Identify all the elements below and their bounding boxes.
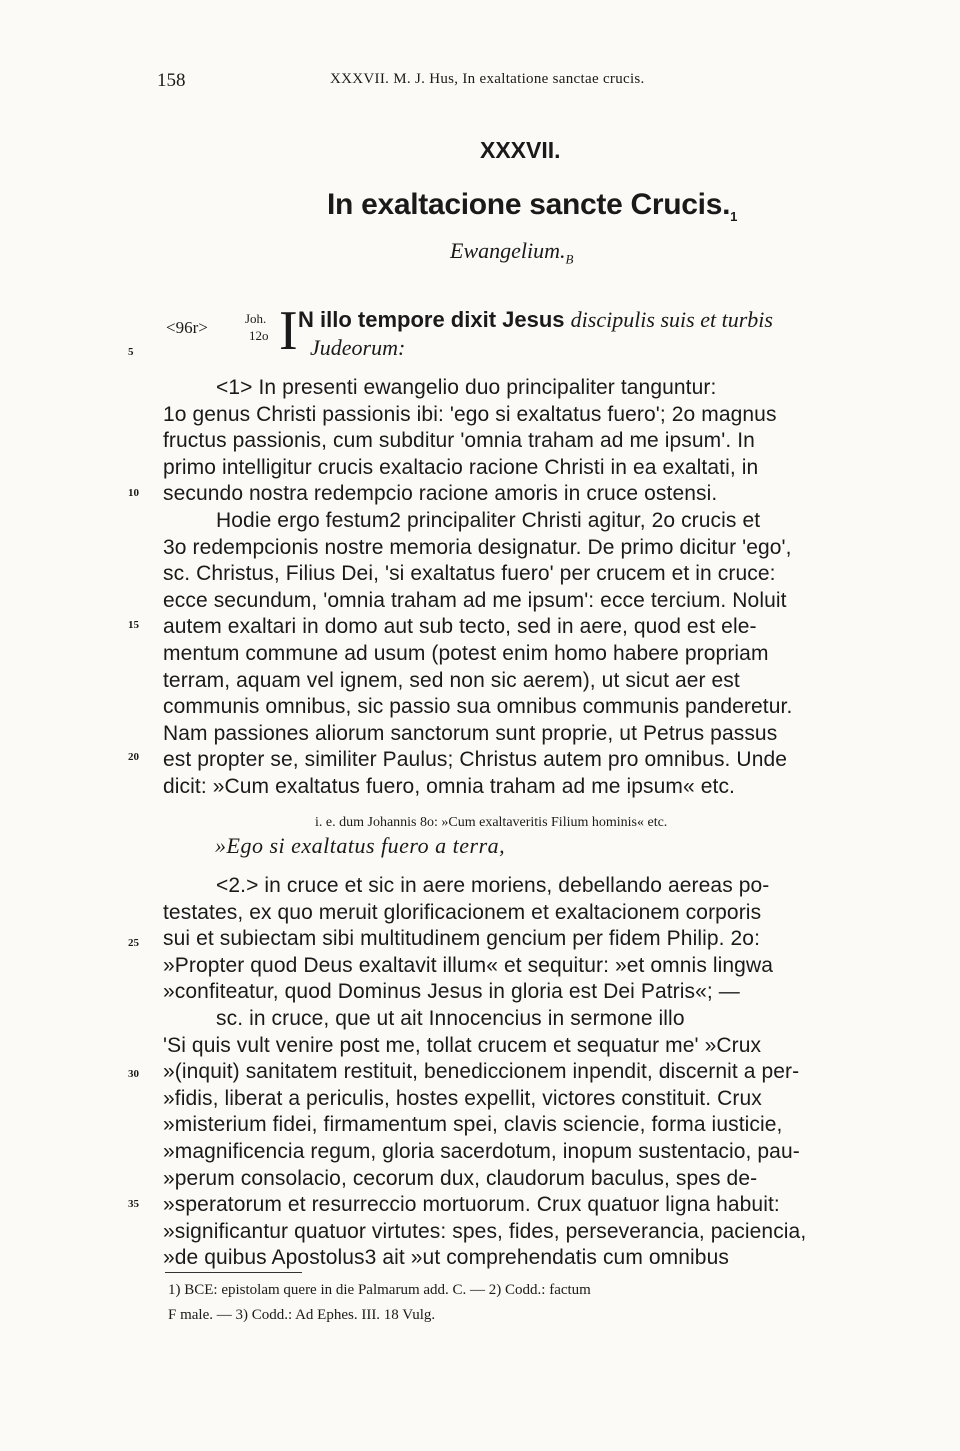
opening-line — [298, 307, 773, 333]
page-number: 158 — [157, 70, 186, 91]
bible-reference-book: Joh. — [245, 311, 267, 326]
folio-marker: <96r> — [166, 318, 208, 337]
b2-line-10: »misterium fidei, firmamentum spei, clavis sciencie, forma iusticie, — [163, 1113, 783, 1137]
b1-line-15: est propter se, similiter Paulus; Christus autem pro omnibus. Unde — [163, 748, 788, 772]
margin-line-number: 20 — [128, 751, 139, 763]
b2-line-12: »perum consolacio, cecorum dux, claudorum baculus, spes de- — [163, 1166, 758, 1190]
b2-line-7: 'Si quis vult venire post me, tollat crucem et sequatur me' »Crux — [163, 1033, 762, 1057]
subtitle-text: Ewangelium. — [450, 238, 566, 263]
b2-line-11: »magnificencia regum, gloria sacerdotum, inopum sustentacio, pau- — [163, 1140, 800, 1163]
lemma: »Ego si exaltatus fuero a terra, — [215, 833, 506, 858]
b1-line-3: fructus passionis, cum subditur 'omnia traham ad me ipsum'. In — [163, 429, 755, 453]
b1-line-2: 1o genus Christi passionis ibi: 'ego si exaltatus fuero'; 2o magnus — [163, 402, 777, 426]
footnote-line-2: F male. — 3) Codd.: Ad Ephes. III. 18 Vulg. — [168, 1307, 436, 1323]
margin-line-number: 10 — [128, 487, 139, 499]
margin-line-number: 5 — [128, 346, 134, 358]
b1-line-9: ecce secundum, 'omnia traham ad me ipsum': ecce tercium. Noluit — [163, 588, 787, 612]
b2-line-15: »de quibus Apostolus3 ait »ut comprehendatis cum omnibus — [163, 1246, 729, 1270]
title-footnote-mark: 1 — [730, 209, 738, 224]
opening-italic: discipulis suis et turbis — [570, 307, 773, 332]
margin-line-number: 15 — [128, 619, 139, 631]
b2-line-13: »speratorum et resurreccio mortuorum. Crux quatuor ligna habuit: — [163, 1193, 780, 1217]
b2-line-1: <2.> in cruce et sic in aere moriens, debellando aereas po- — [216, 874, 770, 897]
b1-line-4: primo intelligitur crucis exaltacio racione Christi in ea exaltati, in — [163, 455, 759, 479]
sermon-title-text: In exaltacione sancte Crucis. — [327, 188, 731, 221]
b2-line-14: »significantur quatuor virtutes: spes, fides, perseverancia, paciencia, — [163, 1219, 807, 1243]
chapter-number: XXXVII. — [480, 137, 561, 163]
b1-line-14: Nam passiones aliorum sanctorum sunt proprie, ut Petrus passus — [163, 721, 778, 745]
b1-line-12: terram, aquam vel ignem, sed non sic aerem), ut sicut aer est — [163, 668, 740, 692]
b2-line-4: »Propter quod Deus exaltavit illum« et sequitur: »et omnis lingwa — [163, 953, 773, 977]
opening-second-line: Judeorum: — [310, 335, 406, 360]
b2-line-6: sc. in cruce, que ut ait Innocencius in sermone illo — [216, 1007, 685, 1030]
margin-line-number: 30 — [128, 1068, 139, 1080]
b1-line-5: secundo nostra redempcio racione amoris in cruce ostensi. — [163, 482, 718, 506]
footnote-line-1: 1) BCE: epistolam quere in die Palmarum add. C. — 2) Codd.: factum — [168, 1282, 591, 1298]
lemma-note: i. e. dum Johannis 8o: »Cum exaltaveritis Filium hominis« etc. — [315, 815, 668, 830]
opening-bold: N illo tempore dixit Jesus — [298, 307, 565, 332]
drop-initial: I — [279, 300, 298, 362]
b1-line-10: autem exaltari in domo aut sub tecto, sed in aere, quod est ele- — [163, 615, 757, 639]
footnote-rule — [165, 1272, 302, 1273]
b1-line-1: <1> In presenti ewangelio duo principaliter tanguntur: — [216, 376, 717, 399]
margin-line-number: 25 — [128, 937, 139, 949]
b2-line-8: »(inquit) sanitatem restituit, benediccionem inpendit, discernit a per- — [163, 1060, 800, 1084]
b2-line-9: »fidis, liberat a periculis, hostes expellit, victores constituit. Crux — [163, 1086, 762, 1110]
sermon-subtitle — [450, 238, 573, 267]
b1-line-8: sc. Christus, Filius Dei, 'si exaltatus fuero' per crucem et in cruce: — [163, 562, 776, 586]
margin-line-number: 35 — [128, 1198, 139, 1210]
subtitle-mark: B — [565, 251, 574, 267]
running-title: XXXVII. M. J. Hus, In exaltatione sanctae crucis. — [330, 71, 645, 87]
b2-line-2: testates, ex quo meruit glorificacionem et exaltacionem corporis — [163, 900, 762, 924]
b1-line-11: mentum commune ad usum (potest enim homo habere propriam — [163, 642, 769, 665]
b1-line-16: dicit: »Cum exaltatus fuero, omnia traham ad me ipsum« etc. — [163, 775, 735, 798]
b1-line-7: 3o redempcionis nostre memoria designatur. De primo dicitur 'ego', — [163, 535, 792, 559]
b2-line-5: »confiteatur, quod Dominus Jesus in gloria est Dei Patris«; — — [163, 980, 740, 1004]
bible-reference-chapter: 12o — [249, 328, 269, 343]
b1-line-13: communis omnibus, sic passio sua omnibus communis panderetur. — [163, 695, 793, 719]
b2-line-3: sui et subiectam sibi multitudinem gencium per fidem Philip. 2o: — [163, 927, 761, 951]
b1-line-6: Hodie ergo festum2 principaliter Christi agitur, 2o crucis et — [216, 509, 761, 532]
sermon-title — [327, 188, 737, 224]
